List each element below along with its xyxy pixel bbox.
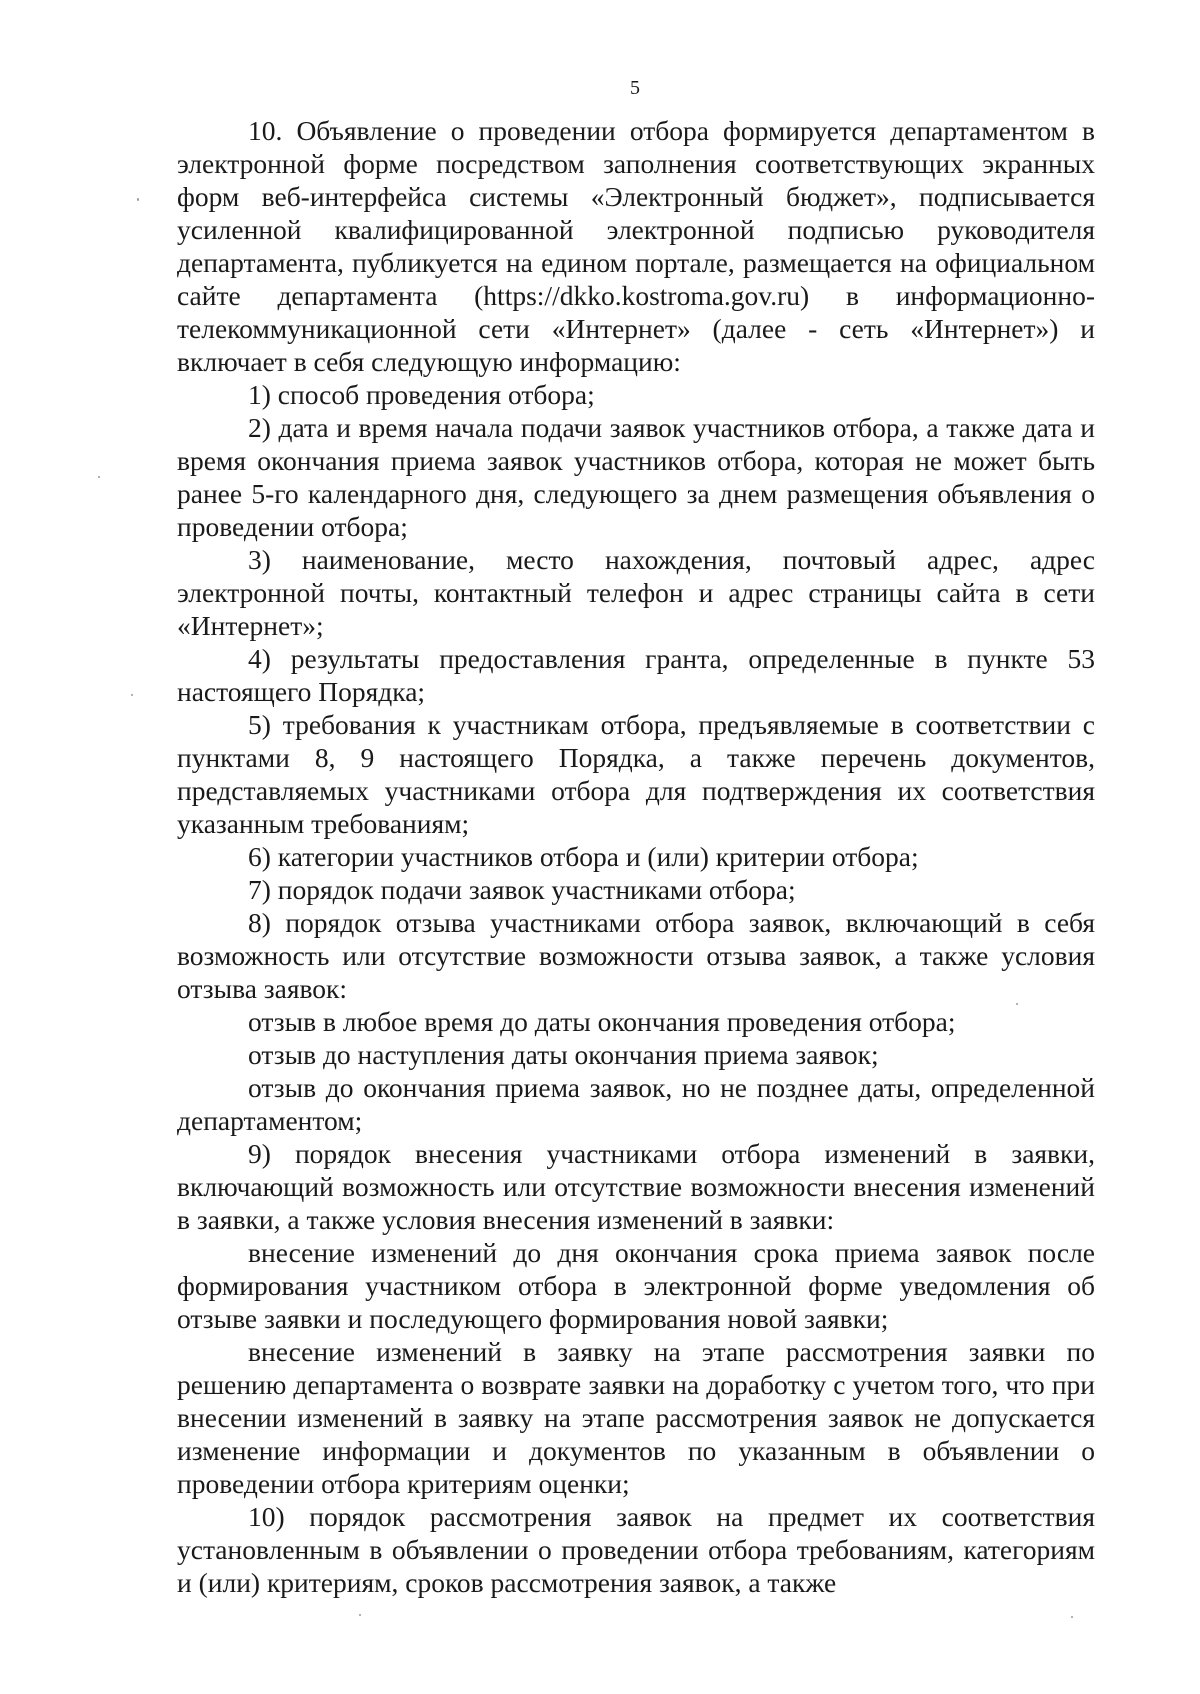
- scan-speck: [1016, 1003, 1018, 1005]
- document-body: [177, 114, 1095, 1599]
- list-item-5: 5) требования к участникам отбора, предъявляемые в соответствии с пунктами 8, 9 настоящего Порядка, а также перечень документов, представляемых участниками отбора для подтверждения их соответствия указанным требованиям;: [177, 709, 1095, 839]
- list-item-3: 3) наименование, место нахождения, почтовый адрес, адрес электронной почты, контактный телефон и адрес страницы сайта в сети «Интернет»;: [177, 544, 1095, 641]
- paragraph-10-intro: 10. Объявление о проведении отбора формируется департаментом в электронной форме посредством заполнения соответствующих экранных форм веб-интерфейса системы «Электронный бюджет», подписывается усиленной квалифицированной электронной подписью руководителя департамента, публикуется на едином портале, размещается на официальном сайте департамента (https://dkko.kostroma.gov.ru) в информационно-телекоммуникационной сети «Интернет» (далее - сеть «Интернет») и включает в себя следующую информацию:: [177, 115, 1095, 377]
- sub-item-8-1: отзыв в любое время до даты окончания проведения отбора;: [248, 1006, 956, 1037]
- scan-speck: [1071, 1616, 1073, 1618]
- sub-item-8-2: отзыв до наступления даты окончания приема заявок;: [248, 1039, 879, 1070]
- list-item-7: 7) порядок подачи заявок участниками отбора;: [248, 874, 796, 905]
- sub-item-8-3: отзыв до окончания приема заявок, но не позднее даты, определенной департаментом;: [177, 1072, 1095, 1136]
- list-item-4: 4) результаты предоставления гранта, определенные в пункте 53 настоящего Порядка;: [177, 643, 1095, 707]
- sub-item-9-2: внесение изменений в заявку на этапе рассмотрения заявки по решению департамента о возврате заявки на доработку с учетом того, что при внесении изменений в заявку на этапе рассмотрения заявок не допускается изменение информации и документов по указанным в объявлении о проведении отбора критериям оценки;: [177, 1336, 1095, 1499]
- list-item-8: 8) порядок отзыва участниками отбора заявок, включающий в себя возможность или отсутствие возможности отзыва заявок, а также условия отзыва заявок:: [177, 907, 1095, 1004]
- list-item-9: 9) порядок внесения участниками отбора изменений в заявки, включающий возможность или отсутствие возможности внесения изменений в заявки, а также условия внесения изменений в заявки:: [177, 1138, 1095, 1235]
- scan-speck: [359, 1614, 361, 1616]
- list-item-10: 10) порядок рассмотрения заявок на предмет их соответствия установленным в объявлении о проведении отбора требованиям, категориям и (или) критериям, сроков рассмотрения заявок, а также: [177, 1501, 1095, 1598]
- list-item-1: 1) способ проведения отбора;: [248, 379, 595, 410]
- list-item-6: 6) категории участников отбора и (или) критерии отбора;: [248, 841, 919, 872]
- scan-speck: [137, 198, 139, 201]
- scan-speck: [98, 476, 100, 478]
- list-item-2: 2) дата и время начала подачи заявок участников отбора, а также дата и время окончания приема заявок участников отбора, которая не может быть ранее 5-го календарного дня, следующего за днем размещения объявления о проведении отбора;: [177, 412, 1095, 542]
- scan-speck: [131, 694, 133, 696]
- page-number: 5: [630, 77, 640, 99]
- sub-item-9-1: внесение изменений до дня окончания срока приема заявок после формирования участником отбора в электронной форме уведомления об отзыве заявки и последующего формирования новой заявки;: [177, 1237, 1095, 1334]
